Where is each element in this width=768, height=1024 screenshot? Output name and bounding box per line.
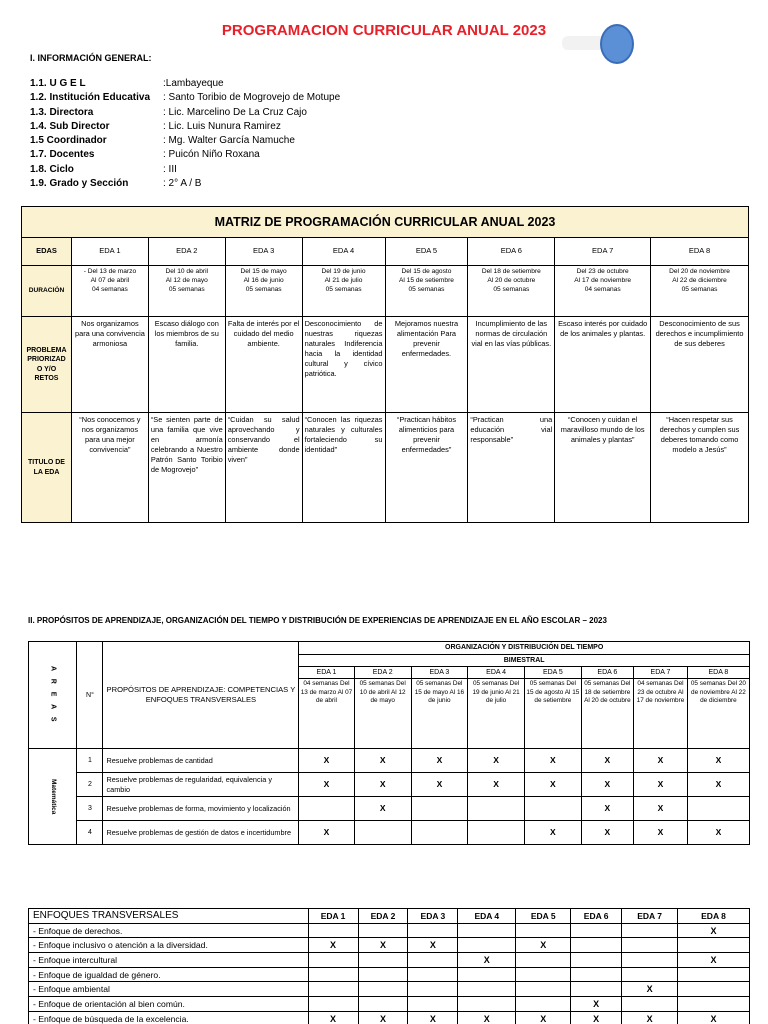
- approach-text: - Enfoque de búsqueda de la excelencia.: [29, 1011, 309, 1024]
- mark-cell: [622, 938, 678, 953]
- eda-title-cell: “Se sienten parte de una familia que vive en armonía celebrando a Nuestro Patrón Santo Toribio de Mogrovejo”: [148, 413, 225, 523]
- info-label: 1.3. Directora: [30, 106, 94, 118]
- mark-cell: [622, 953, 678, 968]
- mark-cell: [358, 997, 408, 1012]
- mark-cell: X: [358, 938, 408, 953]
- mark-cell: X: [458, 1011, 516, 1024]
- eda-dates: 05 semanas Del 15 de agosto Al 15 de setiembre: [525, 679, 581, 749]
- eda-header: EDA 3: [408, 909, 458, 924]
- eda-title-cell: “Hacen respetar sus derechos y cumplen sus deberes tomando como modelo a Jesús”: [651, 413, 749, 523]
- mark-cell: [678, 967, 750, 982]
- row-label-titulo: TITULO DE LA EDA: [22, 413, 72, 523]
- mark-cell: [408, 982, 458, 997]
- mark-cell: X: [622, 1011, 678, 1024]
- eda-header: EDA 7: [634, 667, 688, 679]
- competency-row: [29, 773, 750, 797]
- mark-cell: [678, 997, 750, 1012]
- info-value: : 2° A / B: [163, 178, 202, 190]
- mark-cell: [525, 797, 581, 821]
- competency-text: Resuelve problemas de gestión de datos e incertidumbre: [103, 821, 299, 845]
- mark-cell: [622, 997, 678, 1012]
- eda-dates: 04 semanas Del 13 de marzo Al 07 de abril: [299, 679, 354, 749]
- matrix-title-row: [22, 413, 749, 523]
- eda-header: EDA 4: [302, 238, 385, 266]
- mark-cell: X: [687, 821, 749, 845]
- row-label-problema: PROBLEMA PRIORIZAD O Y/O RETOS: [22, 317, 72, 413]
- mark-cell: [308, 923, 358, 938]
- number-header: N°: [77, 642, 103, 749]
- mark-cell: X: [468, 749, 525, 773]
- mark-cell: [408, 967, 458, 982]
- mark-cell: [308, 997, 358, 1012]
- info-label: 1.4. Sub Director: [30, 120, 110, 132]
- mark-cell: X: [581, 821, 634, 845]
- mark-cell: X: [468, 773, 525, 797]
- purposes-table: [28, 641, 750, 845]
- info-value: : Puicón Niño Roxana: [163, 149, 260, 161]
- bimestral-header: BIMESTRAL: [299, 655, 750, 667]
- problem-cell: Incumplimiento de las normas de circulación vial en las vías públicas.: [468, 317, 555, 413]
- mark-cell: X: [525, 821, 581, 845]
- info-value: : Lic. Luis Nunura Ramirez: [163, 120, 281, 132]
- mark-cell: [571, 953, 622, 968]
- eda-header: EDA 8: [678, 909, 750, 924]
- mark-cell: [458, 997, 516, 1012]
- mark-cell: [299, 797, 354, 821]
- org-header: ORGANIZACIÓN Y DISTRIBUCIÓN DEL TIEMPO: [299, 642, 750, 655]
- mark-cell: [458, 923, 516, 938]
- approach-text: - Enfoque de derechos.: [29, 923, 309, 938]
- mark-cell: [411, 821, 467, 845]
- curricular-matrix-table: [21, 206, 749, 523]
- mark-cell: [458, 967, 516, 982]
- eda-dates: 05 semanas Del 18 de setiembre Al 20 de octubre: [581, 679, 634, 749]
- eda-header: EDA 6: [571, 909, 622, 924]
- mark-cell: X: [299, 773, 354, 797]
- mark-cell: X: [678, 1011, 750, 1024]
- eda-header: EDA 5: [385, 238, 468, 266]
- mark-cell: X: [571, 997, 622, 1012]
- info-value: : III: [163, 163, 177, 175]
- problem-cell: Escaso interés por cuidado de los animales y plantas.: [555, 317, 651, 413]
- info-label: 1.1. U G E L: [30, 78, 86, 89]
- info-label: 1.7. Docentes: [30, 149, 95, 161]
- matrix-duration-row: [22, 266, 749, 317]
- approach-text: - Enfoque inclusivo o atención a la diversidad.: [29, 938, 309, 953]
- competency-number: 3: [77, 797, 103, 821]
- eda-header: EDA 8: [687, 667, 749, 679]
- mark-cell: X: [354, 749, 411, 773]
- mark-cell: X: [525, 749, 581, 773]
- problem-cell: Nos organizamos para una convivencia armoniosa: [71, 317, 148, 413]
- approach-row: [29, 982, 750, 997]
- eda-header: EDA 4: [458, 909, 516, 924]
- duration-cell: Del 23 de octubre Al 17 de noviembre 04 semanas: [555, 266, 651, 317]
- mark-cell: [468, 821, 525, 845]
- competency-number: 1: [77, 749, 103, 773]
- info-label: 1.9. Grado y Sección: [30, 178, 129, 190]
- school-logo-icon: [600, 24, 634, 64]
- duration-cell: - Del 13 de marzo Al 07 de abril 04 semanas: [71, 266, 148, 317]
- eda-header: EDA 7: [555, 238, 651, 266]
- eda-header: EDA 6: [468, 238, 555, 266]
- mark-cell: [308, 967, 358, 982]
- mark-cell: [358, 982, 408, 997]
- eda-dates: 04 semanas Del 23 de octubre Al 17 de noviembre: [634, 679, 688, 749]
- mark-cell: [358, 967, 408, 982]
- mark-cell: X: [408, 1011, 458, 1024]
- duration-cell: Del 20 de noviembre Al 22 de diciembre 05 semanas: [651, 266, 749, 317]
- competency-text: Resuelve problemas de regularidad, equivalencia y cambio: [103, 773, 299, 797]
- eda-header: EDA 7: [622, 909, 678, 924]
- duration-cell: Del 15 de agosto Al 15 de setiembre 05 semanas: [385, 266, 468, 317]
- mark-cell: [622, 967, 678, 982]
- competency-number: 2: [77, 773, 103, 797]
- mark-cell: X: [308, 1011, 358, 1024]
- mark-cell: [571, 982, 622, 997]
- mark-cell: [516, 997, 571, 1012]
- mark-cell: [411, 797, 467, 821]
- duration-cell: Del 10 de abril Al 12 de mayo 05 semanas: [148, 266, 225, 317]
- eda-title-cell: “Conocen las riquezas naturales y culturales fortaleciendo su identidad”: [302, 413, 385, 523]
- mark-cell: [408, 997, 458, 1012]
- mark-cell: X: [354, 797, 411, 821]
- mark-cell: [516, 967, 571, 982]
- approach-text: - Enfoque ambiental: [29, 982, 309, 997]
- mark-cell: [571, 967, 622, 982]
- section-purposes-heading: II. PROPÓSITOS DE APRENDIZAJE, ORGANIZACIÓN DEL TIEMPO Y DISTRIBUCIÓN DE EXPERIENCIAS DE APRENDIZAJE EN EL AÑO ESCOLAR – 2023: [28, 616, 607, 625]
- mark-cell: X: [687, 749, 749, 773]
- mark-cell: [354, 821, 411, 845]
- mark-cell: [458, 938, 516, 953]
- approach-text: - Enfoque de orientación al bien común.: [29, 997, 309, 1012]
- info-value: : Lic. Marcelino De La Cruz Cajo: [163, 106, 307, 118]
- eda-header: EDA 6: [581, 667, 634, 679]
- matrix-problem-row: [22, 317, 749, 413]
- approaches-header: ENFOQUES TRANSVERSALES: [29, 909, 309, 924]
- approach-row: [29, 953, 750, 968]
- row-label-edas: EDAS: [22, 238, 72, 266]
- mark-cell: X: [678, 923, 750, 938]
- duration-cell: Del 19 de junio Al 21 de julio 05 semanas: [302, 266, 385, 317]
- mark-cell: X: [516, 938, 571, 953]
- eda-header: EDA 4: [468, 667, 525, 679]
- section-general-info-heading: I. INFORMACIÓN GENERAL:: [30, 53, 152, 63]
- mark-cell: X: [308, 938, 358, 953]
- mark-cell: X: [678, 953, 750, 968]
- eda-dates: 05 semanas Del 10 de abril Al 12 de mayo: [354, 679, 411, 749]
- problem-cell: Falta de interés por el cuidado del medio ambiente.: [225, 317, 302, 413]
- info-label: 1.8. Ciclo: [30, 163, 74, 175]
- eda-header: EDA 5: [525, 667, 581, 679]
- eda-dates: 05 semanas Del 20 de noviembre Al 22 de diciembre: [687, 679, 749, 749]
- approach-row: [29, 938, 750, 953]
- mark-cell: [308, 953, 358, 968]
- info-label: 1.5 Coordinador: [30, 135, 107, 147]
- duration-cell: Del 15 de mayo Al 16 de junio 05 semanas: [225, 266, 302, 317]
- mark-cell: [571, 938, 622, 953]
- mark-cell: [678, 938, 750, 953]
- mark-cell: X: [634, 821, 688, 845]
- eda-dates: 05 semanas Del 19 de junio Al 21 de julio: [468, 679, 525, 749]
- eda-dates: 05 semanas Del 15 de mayo Al 16 de junio: [411, 679, 467, 749]
- areas-header: A R E A S: [29, 642, 77, 749]
- mark-cell: X: [687, 773, 749, 797]
- mark-cell: X: [571, 1011, 622, 1024]
- mark-cell: X: [581, 797, 634, 821]
- eda-header: EDA 3: [225, 238, 302, 266]
- mark-cell: [358, 953, 408, 968]
- approach-row: [29, 923, 750, 938]
- mark-cell: [516, 923, 571, 938]
- mark-cell: X: [458, 953, 516, 968]
- mark-cell: X: [634, 749, 688, 773]
- mark-cell: X: [299, 749, 354, 773]
- eda-header: EDA 2: [354, 667, 411, 679]
- competency-text: Resuelve problemas de cantidad: [103, 749, 299, 773]
- approach-text: - Enfoque intercultural: [29, 953, 309, 968]
- matrix-title: MATRIZ DE PROGRAMACIÓN CURRICULAR ANUAL 2023: [22, 207, 749, 238]
- mark-cell: [687, 797, 749, 821]
- mark-cell: X: [411, 749, 467, 773]
- page-title: PROGRAMACION CURRICULAR ANUAL 2023: [221, 22, 547, 39]
- info-value: :Lambayeque: [163, 78, 224, 89]
- mark-cell: [571, 923, 622, 938]
- matrix-eda-header-row: [22, 238, 749, 266]
- mark-cell: X: [634, 797, 688, 821]
- eda-header: EDA 2: [148, 238, 225, 266]
- eda-title-cell: “Practican una educación vial responsable”: [468, 413, 555, 523]
- eda-header: EDA 8: [651, 238, 749, 266]
- eda-title-cell: “Cuidan su salud aprovechando y conservando el ambiente donde viven”: [225, 413, 302, 523]
- purposes-header: PROPÓSITOS DE APRENDIZAJE: COMPETENCIAS Y ENFOQUES TRANSVERSALES: [103, 642, 299, 749]
- mark-cell: X: [299, 821, 354, 845]
- mark-cell: X: [358, 1011, 408, 1024]
- mark-cell: [408, 923, 458, 938]
- problem-cell: Mejoramos nuestra alimentación Para prevenir enfermedades.: [385, 317, 468, 413]
- eda-header: EDA 2: [358, 909, 408, 924]
- eda-header: EDA 1: [71, 238, 148, 266]
- duration-cell: Del 18 de setiembre Al 20 de octubre 05 semanas: [468, 266, 555, 317]
- problem-cell: Desconocimiento de nuestras riquezas naturales Indiferencia hacia la identidad cultural y cívico patriótica.: [302, 317, 385, 413]
- mark-cell: [516, 953, 571, 968]
- competency-row: [29, 821, 750, 845]
- mark-cell: X: [634, 773, 688, 797]
- eda-header: EDA 1: [299, 667, 354, 679]
- info-label: 1.2. Institución Educativa: [30, 92, 151, 104]
- eda-title-cell: “Practican hábitos alimenticios para prevenir enfermedades”: [385, 413, 468, 523]
- problem-cell: Escaso diálogo con los miembros de su familia.: [148, 317, 225, 413]
- mark-cell: [468, 797, 525, 821]
- row-label-duracion: DURACIÓN: [22, 266, 72, 317]
- mark-cell: X: [622, 982, 678, 997]
- transversal-approaches-table: [28, 908, 750, 1024]
- competency-number: 4: [77, 821, 103, 845]
- eda-header: EDA 5: [516, 909, 571, 924]
- approaches-header-row: [29, 909, 750, 924]
- info-value: : Santo Toribio de Mogrovejo de Motupe: [163, 92, 341, 104]
- eda-title-cell: “Nos conocemos y nos organizamos para una mejor convivencia”: [71, 413, 148, 523]
- problem-cell: Desconocimiento de sus derechos e incumplimiento de sus deberes: [651, 317, 749, 413]
- approach-row: [29, 967, 750, 982]
- eda-header: EDA 1: [308, 909, 358, 924]
- mark-cell: [516, 982, 571, 997]
- approach-row: [29, 1011, 750, 1024]
- approach-row: [29, 997, 750, 1012]
- eda-title-cell: “Conocen y cuidan el maravilloso mundo de los animales y plantas”: [555, 413, 651, 523]
- competency-row: [29, 749, 750, 773]
- competency-row: [29, 797, 750, 821]
- mark-cell: [408, 953, 458, 968]
- info-value: : Mg. Walter García Namuche: [163, 135, 295, 147]
- mark-cell: X: [581, 749, 634, 773]
- mark-cell: X: [516, 1011, 571, 1024]
- mark-cell: X: [525, 773, 581, 797]
- mark-cell: [678, 982, 750, 997]
- mark-cell: X: [408, 938, 458, 953]
- mark-cell: X: [581, 773, 634, 797]
- area-matematica: Matemática: [29, 749, 77, 845]
- mark-cell: [358, 923, 408, 938]
- approach-text: - Enfoque de igualdad de género.: [29, 967, 309, 982]
- mark-cell: [458, 982, 516, 997]
- eda-header: EDA 3: [411, 667, 467, 679]
- competency-text: Resuelve problemas de forma, movimiento y localización: [103, 797, 299, 821]
- mark-cell: X: [411, 773, 467, 797]
- mark-cell: [622, 923, 678, 938]
- mark-cell: X: [354, 773, 411, 797]
- mark-cell: [308, 982, 358, 997]
